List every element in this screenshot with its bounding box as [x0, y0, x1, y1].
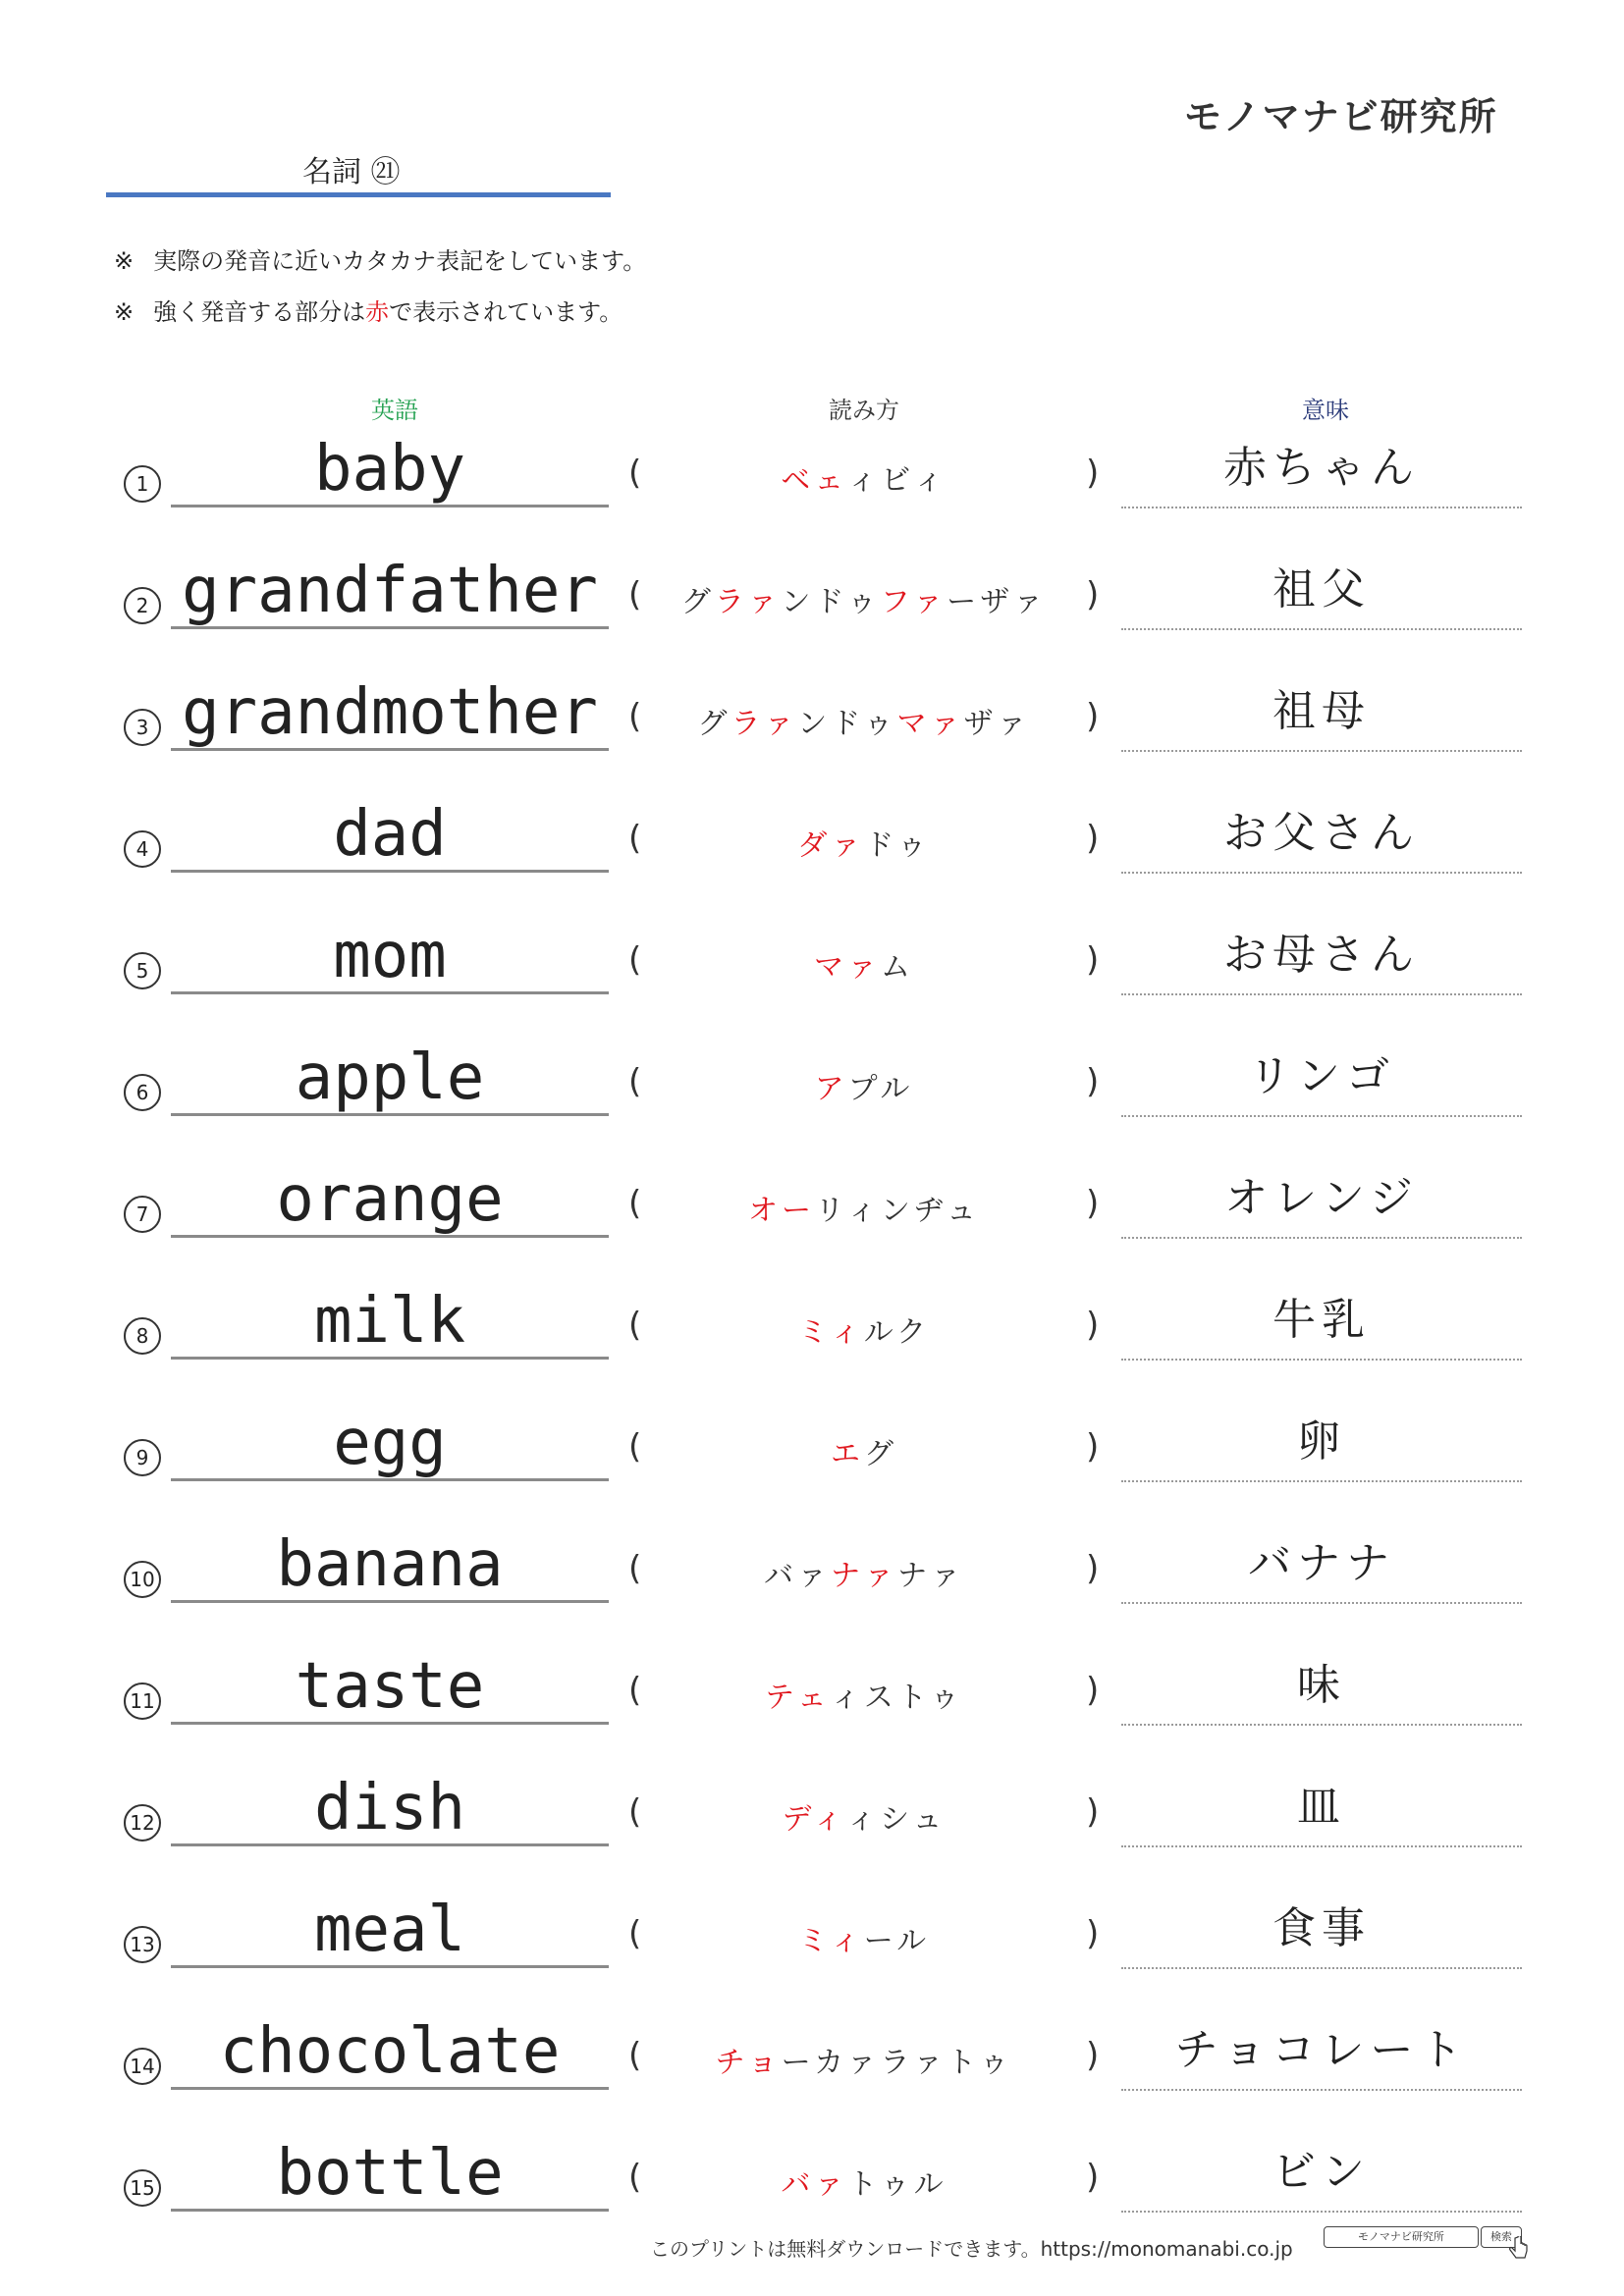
- brand-logo: モノマナビ研究所: [1184, 95, 1498, 138]
- reading-part: ィストゥ: [830, 1681, 964, 1715]
- meaning: 食事: [1121, 1895, 1522, 1969]
- footer-search-button: 検索: [1481, 2226, 1522, 2248]
- item-number: 7: [124, 1196, 161, 1233]
- header-reading: 読み方: [829, 397, 899, 424]
- reading: [648, 1673, 1080, 1716]
- item-number: 8: [124, 1317, 161, 1355]
- reading: [648, 699, 1080, 742]
- meaning: オレンジ: [1121, 1164, 1522, 1239]
- reading-part: ドゥ: [864, 828, 931, 863]
- english-word: apple: [171, 1042, 609, 1116]
- reading-part: ィシュ: [846, 1802, 947, 1837]
- paren-open: (: [628, 575, 642, 614]
- item-number: 2: [124, 587, 161, 624]
- paren-open: (: [628, 2158, 642, 2197]
- reading-part: グ: [864, 1437, 897, 1471]
- reading-part: ム: [881, 950, 914, 985]
- reading-stress: テェ: [764, 1681, 831, 1715]
- english-word: taste: [171, 1651, 609, 1725]
- item-number: 14: [124, 2048, 161, 2085]
- item-number: 1: [124, 465, 161, 503]
- word-row: [0, 550, 1624, 669]
- item-number: 3: [124, 709, 161, 746]
- meaning: 祖父: [1121, 556, 1522, 630]
- reading-part: トゥル: [847, 2167, 947, 2202]
- reading-part: ーカァラァトゥ: [781, 2046, 1013, 2080]
- english-word: grandfather: [171, 556, 609, 629]
- english-word: meal: [171, 1895, 609, 1968]
- note-2: [114, 287, 646, 338]
- meaning: お父さん: [1121, 799, 1522, 874]
- paren-close: ): [1086, 1549, 1100, 1588]
- reading-part: ザァ: [963, 707, 1031, 741]
- english-word: bottle: [171, 2138, 609, 2212]
- reading-stress: ファ: [880, 585, 947, 619]
- word-row: [0, 1523, 1624, 1643]
- footer-text: このプリントは無料ダウンロードできます。https://monomanabi.co.jp: [650, 2237, 1293, 2261]
- item-number: 5: [124, 952, 161, 989]
- paren-close: ): [1086, 940, 1100, 980]
- item-number: 6: [124, 1074, 161, 1111]
- english-word: dad: [171, 799, 609, 873]
- reading-part: リィンヂュ: [815, 1194, 980, 1228]
- reading: [648, 1308, 1080, 1351]
- item-number: 9: [124, 1439, 161, 1476]
- paren-close: ): [1086, 1914, 1100, 1953]
- reading-part: ーザァ: [947, 585, 1048, 619]
- meaning: チョコレート: [1121, 2016, 1522, 2091]
- meaning: リンゴ: [1121, 1042, 1522, 1117]
- reading-stress: バァ: [781, 2167, 848, 2202]
- meaning: ビン: [1121, 2138, 1522, 2213]
- paren-close: ): [1086, 454, 1100, 493]
- note-red-word: 赤: [365, 298, 390, 326]
- word-row: [0, 2010, 1624, 2130]
- meaning: 祖母: [1121, 677, 1522, 752]
- title-underline: [106, 145, 611, 197]
- meaning: 皿: [1121, 1773, 1522, 1847]
- header-meaning: 意味: [1302, 397, 1349, 424]
- note-1: [114, 236, 646, 287]
- note-text: 強く発音する部分は: [153, 298, 366, 326]
- english-word: mom: [171, 921, 609, 994]
- paren-open: (: [628, 940, 642, 980]
- paren-open: (: [628, 1427, 642, 1467]
- word-row: [0, 1767, 1624, 1887]
- meaning: お母さん: [1121, 921, 1522, 995]
- english-word: orange: [171, 1164, 609, 1238]
- reading-stress: オー: [748, 1194, 816, 1228]
- word-row: [0, 793, 1624, 913]
- paren-close: ): [1086, 1671, 1100, 1710]
- english-word: dish: [171, 1773, 609, 1846]
- paren-close: ): [1086, 819, 1100, 858]
- paren-close: ): [1086, 1306, 1100, 1345]
- paren-open: (: [628, 1671, 642, 1710]
- reading: [648, 2038, 1080, 2081]
- paren-close: ): [1086, 575, 1100, 614]
- word-row: [0, 1158, 1624, 1278]
- word-row: [0, 1037, 1624, 1156]
- paren-open: (: [628, 1306, 642, 1345]
- meaning: バナナ: [1121, 1529, 1522, 1604]
- reading: [648, 1429, 1080, 1472]
- word-row: [0, 915, 1624, 1035]
- hand-cursor-icon: [1508, 2236, 1530, 2264]
- english-word: banana: [171, 1529, 609, 1603]
- paren-open: (: [628, 1792, 642, 1832]
- reading-stress: ベェ: [781, 463, 848, 498]
- item-number: 12: [124, 1804, 161, 1842]
- reading-stress: マァ: [814, 950, 881, 985]
- reading: [648, 1794, 1080, 1838]
- reading-stress: ミィ: [797, 1315, 864, 1350]
- reading: [648, 1064, 1080, 1107]
- paren-open: (: [628, 1914, 642, 1953]
- paren-close: ): [1086, 2036, 1100, 2075]
- notes: [114, 236, 646, 338]
- note-text-end: で表示されています。: [389, 298, 623, 326]
- reading-stress: ミィ: [797, 1924, 864, 1958]
- meaning: 牛乳: [1121, 1286, 1522, 1361]
- reading-stress: ディ: [782, 1802, 847, 1837]
- item-number: 4: [124, 830, 161, 868]
- reading-stress: ナァ: [831, 1559, 897, 1593]
- reading-stress: マァ: [896, 707, 964, 741]
- word-row: [0, 1645, 1624, 1765]
- reading-stress: エ: [831, 1437, 864, 1471]
- paren-open: (: [628, 697, 642, 736]
- paren-open: (: [628, 1549, 642, 1588]
- meaning: 卵: [1121, 1408, 1522, 1482]
- paren-open: (: [628, 819, 642, 858]
- paren-close: ): [1086, 2158, 1100, 2197]
- word-row: [0, 1402, 1624, 1522]
- meaning: 味: [1121, 1651, 1522, 1726]
- reading: [648, 2160, 1080, 2203]
- reading-stress: ア: [814, 1072, 848, 1106]
- item-number: 13: [124, 1926, 161, 1963]
- paren-close: ): [1086, 1184, 1100, 1223]
- reading: [648, 1186, 1080, 1229]
- reading-part: バァ: [764, 1559, 831, 1593]
- reading-stress: ラァ: [731, 707, 798, 741]
- note-mark: ※: [114, 298, 135, 326]
- paren-open: (: [628, 454, 642, 493]
- english-word: grandmother: [171, 677, 609, 751]
- note-text: 実際の発音に近いカタカナ表記をしています。: [153, 247, 647, 275]
- reading-part: ィビィ: [847, 463, 947, 498]
- reading-part: プル: [847, 1072, 914, 1106]
- paren-open: (: [628, 2036, 642, 2075]
- paren-open: (: [628, 1184, 642, 1223]
- english-word: chocolate: [171, 2016, 609, 2090]
- reading-part: ンドゥ: [797, 707, 897, 741]
- paren-close: ): [1086, 1062, 1100, 1101]
- paren-close: ): [1086, 1427, 1100, 1467]
- english-word: egg: [171, 1408, 609, 1481]
- page-title: 名詞 ㉑: [302, 155, 401, 189]
- reading-stress: ダァ: [797, 828, 865, 863]
- item-number: 10: [124, 1561, 161, 1598]
- word-row: [0, 671, 1624, 791]
- note-mark: ※: [114, 247, 135, 275]
- header-english: 英語: [371, 397, 418, 424]
- footer-search-box: モノマナビ研究所: [1324, 2226, 1479, 2248]
- reading-stress: チョ: [715, 2046, 782, 2080]
- reading: [648, 1916, 1080, 1959]
- english-word: milk: [171, 1286, 609, 1360]
- reading-part: グ: [697, 707, 731, 741]
- reading-part: ナァ: [897, 1559, 964, 1593]
- reading: [648, 577, 1080, 620]
- reading-part: グ: [680, 585, 715, 619]
- word-row: [0, 1889, 1624, 2008]
- reading: [648, 821, 1080, 864]
- item-number: 15: [124, 2169, 161, 2207]
- reading-stress: ラァ: [714, 585, 782, 619]
- paren-close: ): [1086, 1792, 1100, 1832]
- reading-part: ンドゥ: [781, 585, 881, 619]
- word-row: [0, 428, 1624, 548]
- reading-part: ルク: [863, 1315, 931, 1350]
- paren-close: ): [1086, 697, 1100, 736]
- meaning: 赤ちゃん: [1121, 434, 1522, 508]
- reading-part: ール: [863, 1924, 931, 1958]
- reading: [648, 942, 1080, 986]
- reading: [648, 455, 1080, 499]
- english-word: baby: [171, 434, 609, 507]
- word-row: [0, 1280, 1624, 1400]
- item-number: 11: [124, 1682, 161, 1720]
- paren-open: (: [628, 1062, 642, 1101]
- reading: [648, 1551, 1080, 1594]
